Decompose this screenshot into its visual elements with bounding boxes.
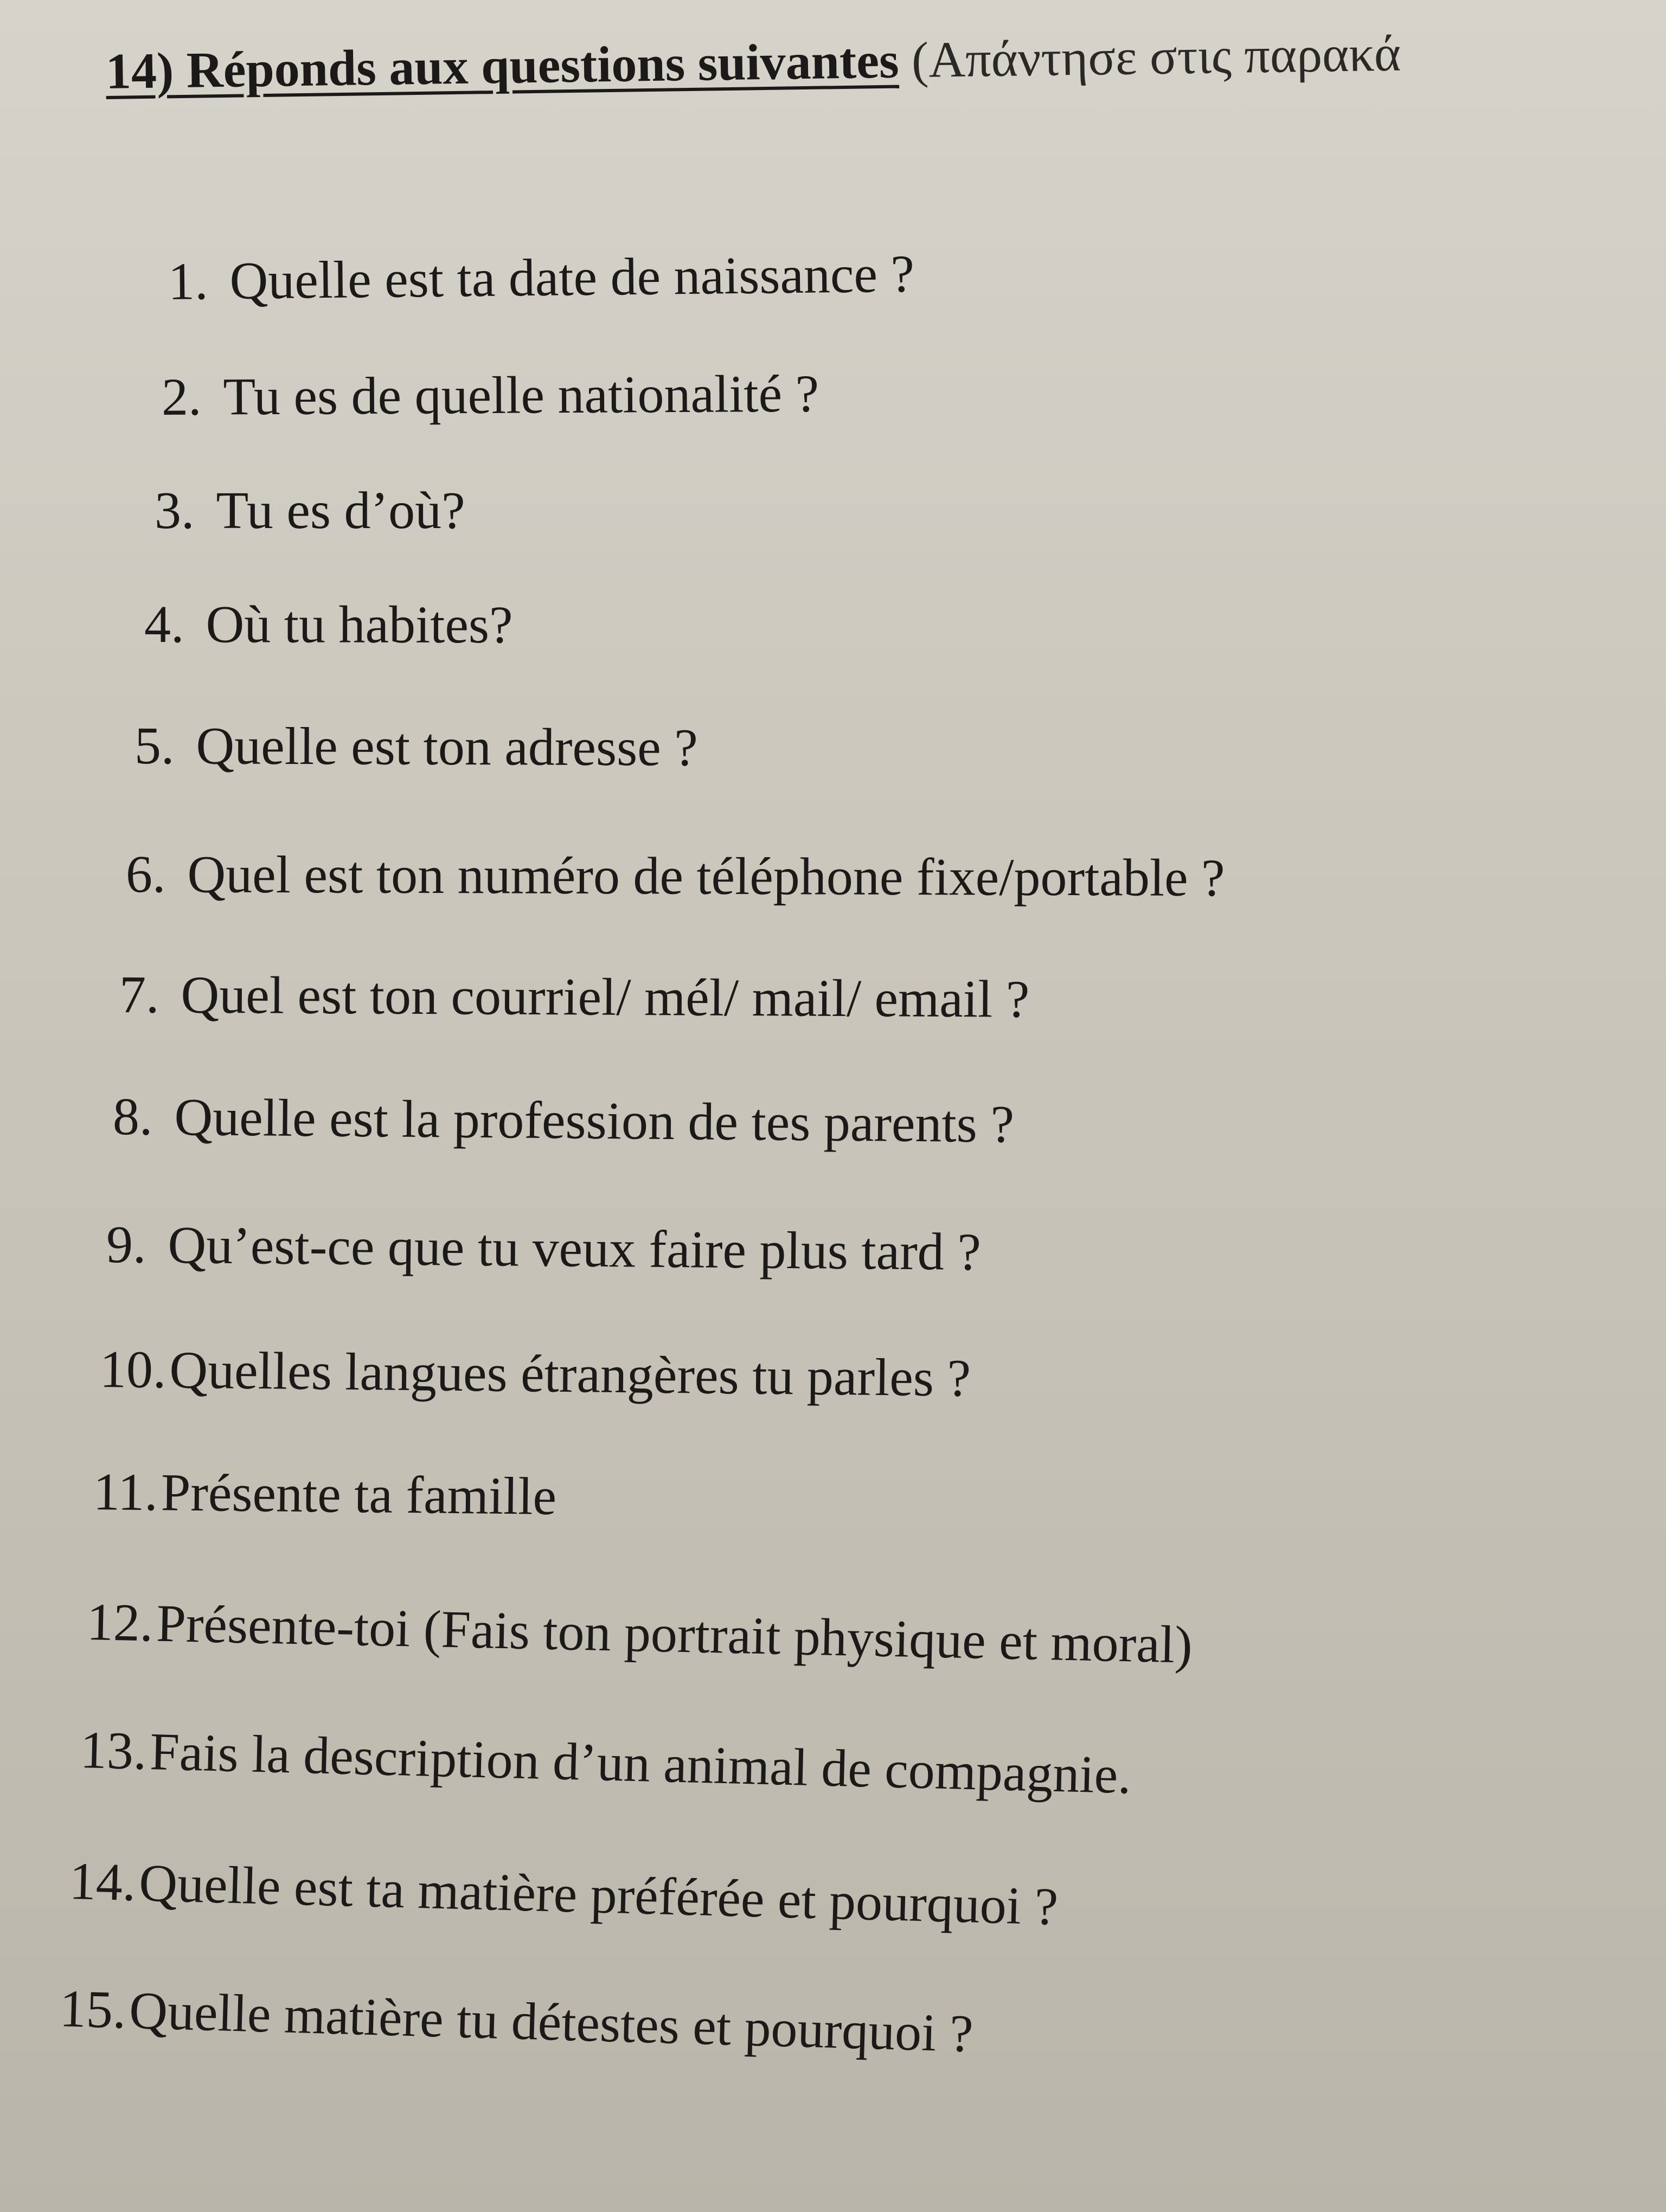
question-number: 9. [106,1216,146,1275]
question-text: Quelle est la profession de tes parents ? [174,1088,1015,1154]
question-item [134,713,698,781]
question-item [168,242,914,314]
question-number: 13. [79,1721,148,1781]
question-number: 7. [119,966,159,1025]
question-number: 12. [86,1593,154,1653]
question-text: Quelles langues étrangères tu parles ? [169,1341,971,1408]
question-number: 5. [134,717,175,776]
question-item [106,1212,981,1285]
question-text: Où tu habites? [206,595,513,655]
question-number: 14. [68,1852,137,1913]
question-item [162,362,819,430]
exercise-title: 14) Réponds aux questions suivantes [105,32,900,100]
question-number: 3. [155,481,195,540]
question-item [99,1337,971,1411]
question-item [155,478,465,543]
question-text: Quel est ton numéro de téléphone fixe/portable ? [187,845,1225,908]
question-text: Quelle est ta date de naissance ? [229,245,915,311]
question-item [59,1976,974,2067]
question-number: 8. [112,1088,153,1147]
question-text: Qu’est-ce que tu veux faire plus tard ? [168,1216,982,1282]
question-text: Quel est ton courriel/ mél/ mail/ email ? [181,966,1030,1029]
question-item [112,1084,1014,1157]
greek-instruction: (Απάντησε στις παρακά [911,25,1401,89]
question-number: 4. [144,595,184,654]
question-text: Quelle matière tu détestes et pourquoi ? [128,1981,974,2064]
question-text: Présente ta famille [161,1463,557,1526]
question-number: 6. [125,845,166,904]
question-item [144,592,513,658]
question-number: 1. [168,252,209,311]
question-number: 2. [161,368,202,427]
question-item [93,1459,556,1529]
question-text: Présente-toi (Fais ton portrait physique et moral) [156,1594,1193,1675]
question-number: 15. [59,1979,127,2040]
question-item [126,842,1225,911]
question-text: Tu es d’où? [216,481,465,540]
question-text: Quelle est ton adresse ? [196,717,698,777]
question-item [86,1590,1193,1678]
question-item [80,1718,1132,1808]
question-number: 10. [99,1340,167,1400]
question-text: Fais la description d’un animal de compagnie. [149,1722,1132,1805]
question-text: Quelle est ta matière préférée et pourquoi ? [138,1854,1059,1937]
question-item [68,1849,1059,1940]
question-text: Tu es de quelle nationalité ? [223,364,819,427]
question-number: 11. [93,1463,158,1522]
question-item [119,962,1030,1032]
